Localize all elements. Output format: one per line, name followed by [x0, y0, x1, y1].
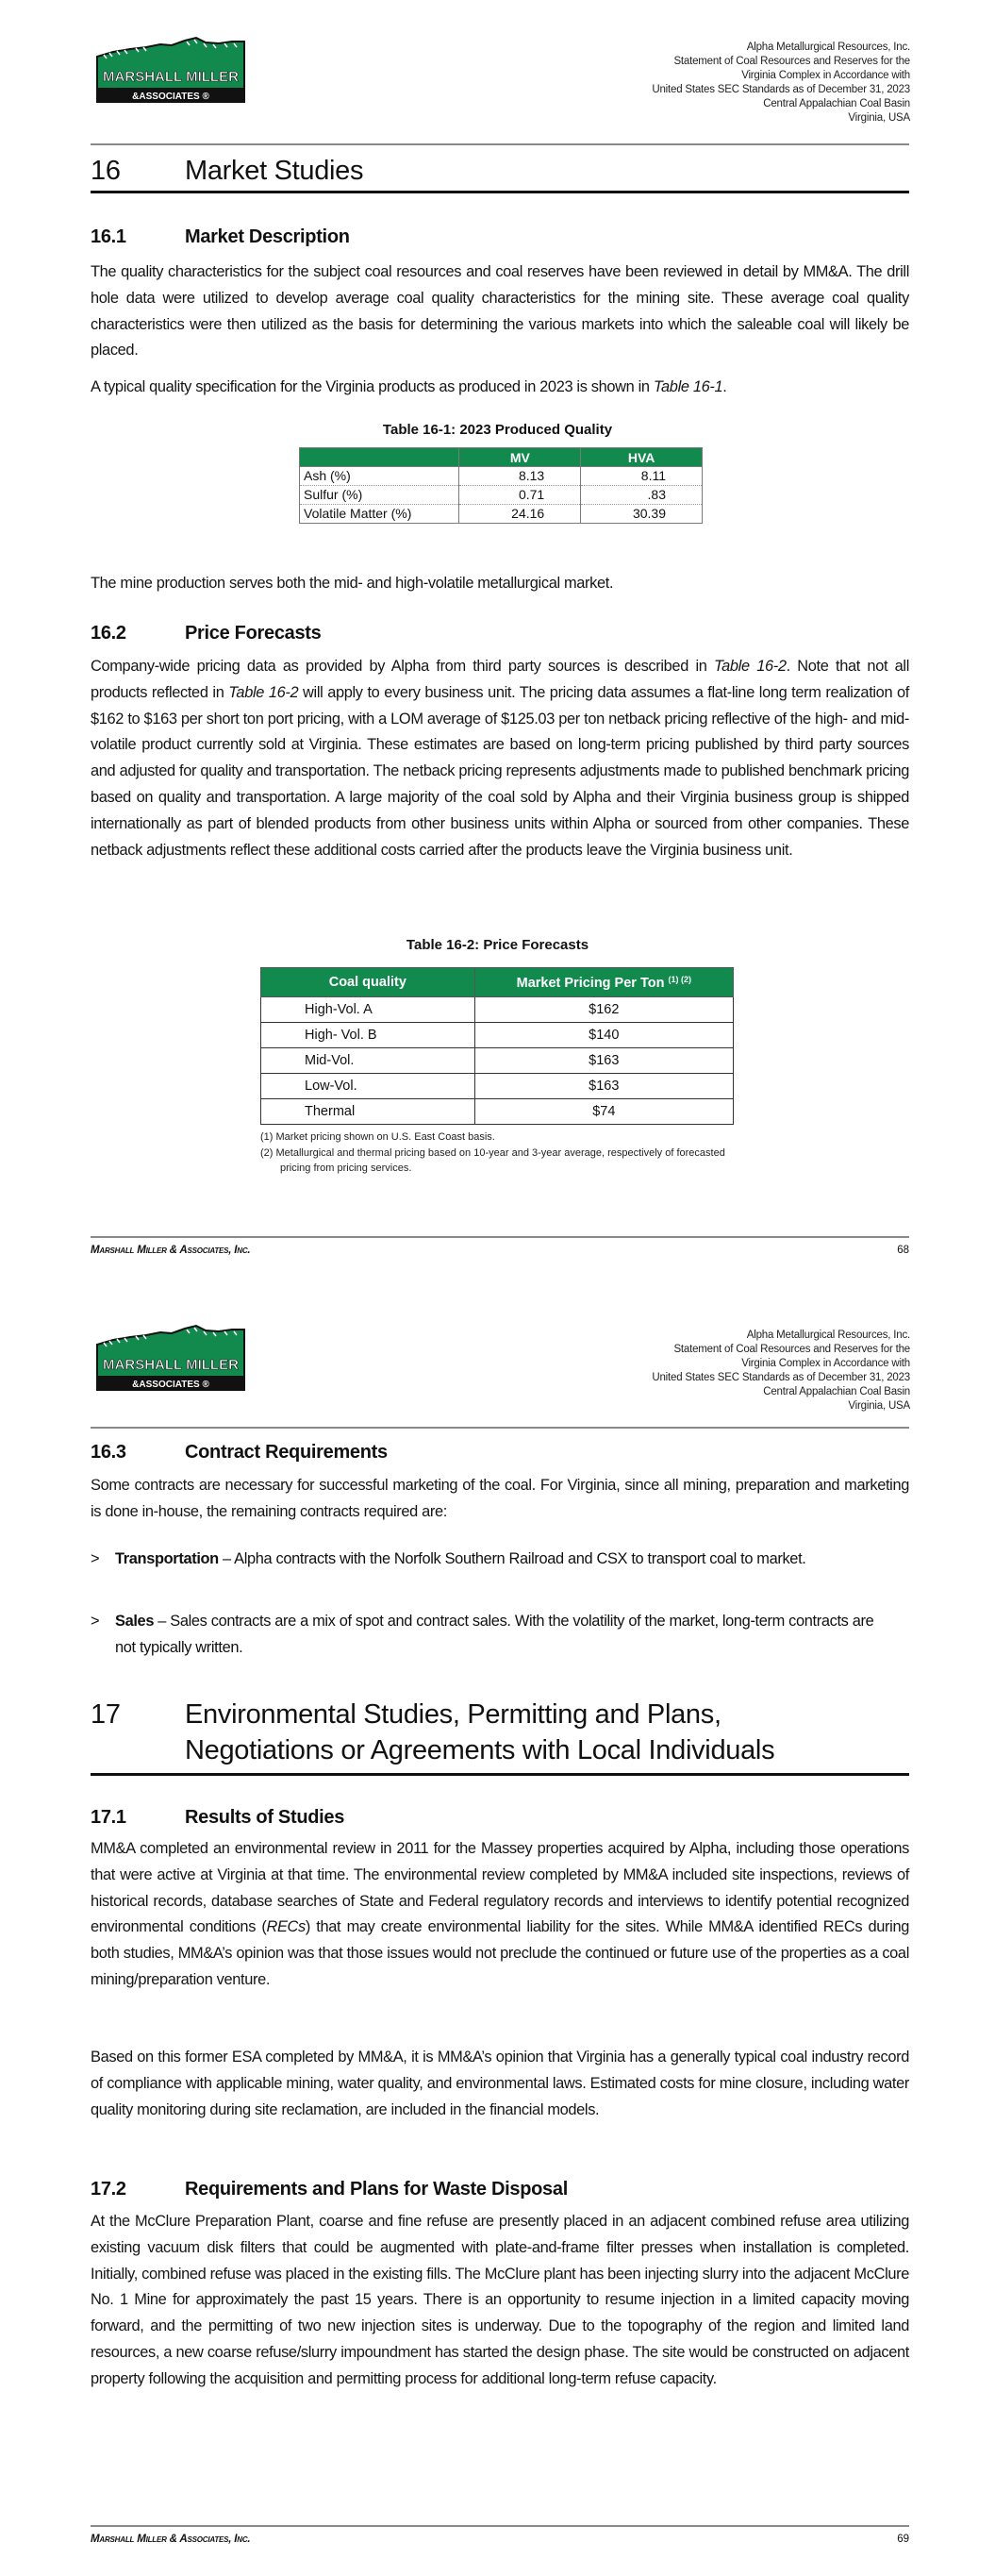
section-16-heading [91, 152, 363, 190]
section-title [185, 1697, 774, 1768]
section-title: Market Studies [185, 156, 364, 186]
logo-mountain-icon [94, 36, 247, 104]
header-line: Virginia, USA [848, 1400, 910, 1412]
section-underline [91, 1773, 909, 1776]
esa-opinion-paragraph: Based on this former ESA completed by MM&A, it is MM&A’s opinion that Virginia has a generally typical coal industry record of compliance with applicable mining, water quality, and environmental laws. Estimated costs for mine closure, including water quality monitoring during site reclamation, are included in the financial models. [91, 2049, 909, 2118]
coal-quality: Low-Vol. [261, 1074, 475, 1099]
quality-spec-paragraph [91, 375, 909, 401]
bullet-description: – Sales contracts are a mix of spot and contract sales. With the volatility of the market, long-term contracts are not typically written. [115, 1613, 874, 1656]
bullet-transportation [91, 1547, 909, 1573]
section-underline [91, 191, 909, 193]
bullet-marker: > [91, 1550, 100, 1567]
column-header: MV [459, 448, 581, 467]
coal-quality: High-Vol. A [261, 997, 475, 1023]
marshall-miller-logo [94, 36, 247, 104]
abbreviation: RECs [266, 1918, 306, 1936]
header-line: Statement of Coal Resources and Reserves for the [673, 56, 910, 67]
subsection-16-3-heading [91, 1440, 388, 1464]
price: $140 [474, 1023, 733, 1048]
coal-quality: High- Vol. B [261, 1023, 475, 1048]
cell-value: 0.71 [459, 486, 581, 505]
table-row [261, 1023, 734, 1048]
coal-quality: Thermal [261, 1099, 475, 1125]
logo-mountain-icon [94, 1324, 247, 1392]
column-header-market-pricing [474, 968, 733, 997]
waste-disposal-paragraph: At the McClure Preparation Plant, coarse and fine refuse are presently placed in an adjacent combined refuse area utilizing existing vacuum disk filters that could be augmented with plate-and-frame filter presses when installation is completed. Initially, combined refuse was placed in the existing fills. The McClure plant has been injecting slurry into the adjacent McClure No. 1 Mine for approximately the past 15 years. There is an opportunity to resume injection in a limited capacity moving forward, and the permitting of two new injection sites is underway. Due to the topography of the region and limited land resources, a new coarse refuse/slurry impoundment has started the design phase. The site would be constructed on adjacent property following the acquisition and permitting process for additional long-term refuse capacity. [91, 2213, 909, 2387]
table-header-row [300, 448, 703, 467]
header-text: Market Pricing Per Ton [516, 975, 665, 991]
subsection-16-2-heading [91, 621, 321, 645]
subsection-title: Market Description [185, 226, 350, 247]
text: MM&A completed an environmental review in 2011 for the Massey properties acquired by Alpha, including those operations that were active at Virginia at that time. The environmental review completed by MM&A included site inspections, reviews of historical records, database searches of State and Federal regulatory records and interviews to identify potential recognized environmental conditions ( [91, 1840, 909, 1936]
text: A typical quality specification for the Virginia products as produced in 2023 is shown in [91, 378, 654, 395]
svg-text:&ASSOCIATES ®: &ASSOCIATES ® [132, 92, 209, 102]
price-forecasts-paragraph [91, 654, 909, 863]
text: . [722, 378, 727, 395]
column-header [300, 448, 459, 467]
header-line: Virginia Complex in Accordance with [741, 70, 910, 81]
header-line: United States SEC Standards as of December 31, 2023 [652, 1372, 910, 1383]
svg-text:MARSHALL MILLER: MARSHALL MILLER [103, 69, 239, 85]
price: $162 [474, 997, 733, 1023]
cell-value: .83 [581, 486, 703, 505]
subsection-title: Results of Studies [185, 1807, 345, 1828]
price: $163 [474, 1048, 733, 1074]
bullet-description: – Alpha contracts with the Norfolk Southern Railroad and CSX to transport coal to market. [218, 1550, 806, 1567]
text: Company-wide pricing data as provided by Alpha from third party sources is described in [91, 658, 714, 675]
table-reference: Table 16-2 [713, 658, 787, 675]
subsection-17-1-heading [91, 1805, 344, 1830]
footer-divider [91, 1236, 909, 1238]
marshall-miller-logo [94, 1324, 247, 1392]
subsection-number: 16.1 [91, 226, 126, 247]
bullet-marker: > [91, 1613, 100, 1630]
subsection-number: 17.2 [91, 2179, 126, 2200]
bullet-text [115, 1547, 909, 1573]
table-reference: Table 16-2 [228, 683, 299, 701]
table-header-row [261, 968, 734, 997]
page-number: 69 [897, 2534, 909, 2545]
coal-quality: Mid-Vol. [261, 1048, 475, 1074]
section-number: 17 [91, 1699, 121, 1730]
bullet-term: Transportation [115, 1550, 219, 1567]
table-16-2-footnotes [260, 1129, 741, 1177]
header-divider [91, 143, 909, 145]
header-line: Alpha Metallurgical Resources, Inc. [746, 42, 910, 53]
header-line: Central Appalachian Coal Basin [763, 1386, 910, 1397]
bullet-sales [91, 1609, 909, 1662]
text: ) that may create environmental liability for the sites. While MM&A identified RECs during both studies, MM&A’s opinion was that those issues would not preclude the continued or future use of the properties as a coal mining/preparation venture. [91, 1918, 909, 1988]
subsection-number: 17.1 [91, 1807, 126, 1828]
header-line: Virginia, USA [848, 112, 910, 124]
document-header [652, 41, 910, 125]
table-row [300, 505, 703, 524]
footer-company-name: Marshall Miller & Associates, Inc. [91, 1245, 251, 1256]
footer-company-name: Marshall Miller & Associates, Inc. [91, 2534, 251, 2545]
subsection-title: Price Forecasts [185, 623, 322, 644]
bullet-text [115, 1609, 909, 1662]
footer-divider [91, 2525, 909, 2527]
subsection-title: Contract Requirements [185, 1442, 388, 1463]
section-17-heading [91, 1697, 774, 1768]
text: . Note that not all products reflected in [91, 658, 909, 701]
results-of-studies-paragraph [91, 1836, 909, 1994]
svg-text:&ASSOCIATES ®: &ASSOCIATES ® [132, 1380, 209, 1390]
table-16-1-caption: Table 16-1: 2023 Produced Quality [382, 422, 613, 438]
text: will apply to every business unit. The pricing data assumes a flat-line long term realization of $162 to $163 per short ton port pricing, with a LOM average of $125.03 per ton netback pricing reflective of the high- and mid-volatile product currently sold at Virginia. These estimates are based on long-term pricing published by third party sources and adjusted for quality and transportation. The netback pricing represents adjustments made to published benchmark pricing based on quality and transportation. A large majority of the coal sold by Alpha and their Virginia business group is shipped internationally as part of blended products from other business units within Alpha or sourced from other companies. These netback adjustments reflect these additional costs carried after the products leave the Virginia business unit. [91, 683, 909, 859]
market-description-paragraph: The quality characteristics for the subject coal resources and coal reserves have been reviewed in detail by MM&A. The drill hole data were utilized to develop average coal quality characteristics for the mining site. These average coal quality characteristics were then utilized as the basis for determining the various markets into which the saleable coal will likely be placed. [91, 263, 909, 360]
footnote: (2) Metallurgical and thermal pricing based on 10-year and 3-year average, respectively of forecasted pricing from pricing services. [260, 1146, 725, 1174]
table-row [261, 1099, 734, 1125]
document-header [652, 1329, 910, 1413]
table-row [300, 467, 703, 486]
footnote-markers: (1) (2) [668, 974, 691, 984]
cell-value: 30.39 [581, 505, 703, 524]
column-header: HVA [581, 448, 703, 467]
table-row [261, 1074, 734, 1099]
page-number: 68 [897, 1245, 909, 1256]
table-row [261, 1048, 734, 1074]
table-16-1-produced-quality [299, 447, 703, 524]
header-line: United States SEC Standards as of December 31, 2023 [652, 84, 910, 95]
section-number: 16 [91, 156, 121, 186]
page-69 [0, 1288, 995, 2576]
production-market-paragraph: The mine production serves both the mid- and high-volatile metallurgical market. [91, 575, 614, 592]
subsection-17-2-heading [91, 2177, 568, 2201]
table-row [300, 486, 703, 505]
title-line: Negotiations or Agreements with Local Individuals [185, 1735, 775, 1765]
header-line: Central Appalachian Coal Basin [763, 98, 910, 109]
bullet-term: Sales [115, 1613, 155, 1630]
table-16-2-caption: Table 16-2: Price Forecasts [406, 937, 589, 953]
header-line: Statement of Coal Resources and Reserves for the [673, 1344, 910, 1355]
cell-value: 8.11 [581, 467, 703, 486]
subsection-number: 16.3 [91, 1442, 126, 1463]
price: $163 [474, 1074, 733, 1099]
header-line: Virginia Complex in Accordance with [741, 1358, 910, 1369]
row-label: Sulfur (%) [300, 486, 459, 505]
subsection-16-1-heading [91, 225, 350, 249]
header-divider [91, 1427, 909, 1429]
row-label: Volatile Matter (%) [300, 505, 459, 524]
price: $74 [474, 1099, 733, 1125]
table-reference: Table 16-1 [653, 378, 723, 395]
table-16-2-price-forecasts [260, 967, 734, 1125]
table-row [261, 997, 734, 1023]
footnote: (1) Market pricing shown on U.S. East Coast basis. [260, 1131, 495, 1143]
cell-value: 24.16 [459, 505, 581, 524]
header-line: Alpha Metallurgical Resources, Inc. [746, 1330, 910, 1341]
cell-value: 8.13 [459, 467, 581, 486]
row-label: Ash (%) [300, 467, 459, 486]
subsection-title: Requirements and Plans for Waste Disposal [185, 2179, 568, 2200]
subsection-number: 16.2 [91, 623, 126, 644]
title-line: Environmental Studies, Permitting and Plans, [185, 1699, 721, 1730]
contract-requirements-paragraph: Some contracts are necessary for successful marketing of the coal. For Virginia, since all mining, preparation and marketing is done in-house, the remaining contracts required are: [91, 1477, 909, 1520]
svg-text:MARSHALL MILLER: MARSHALL MILLER [103, 1357, 239, 1373]
column-header-coal-quality: Coal quality [261, 968, 475, 997]
